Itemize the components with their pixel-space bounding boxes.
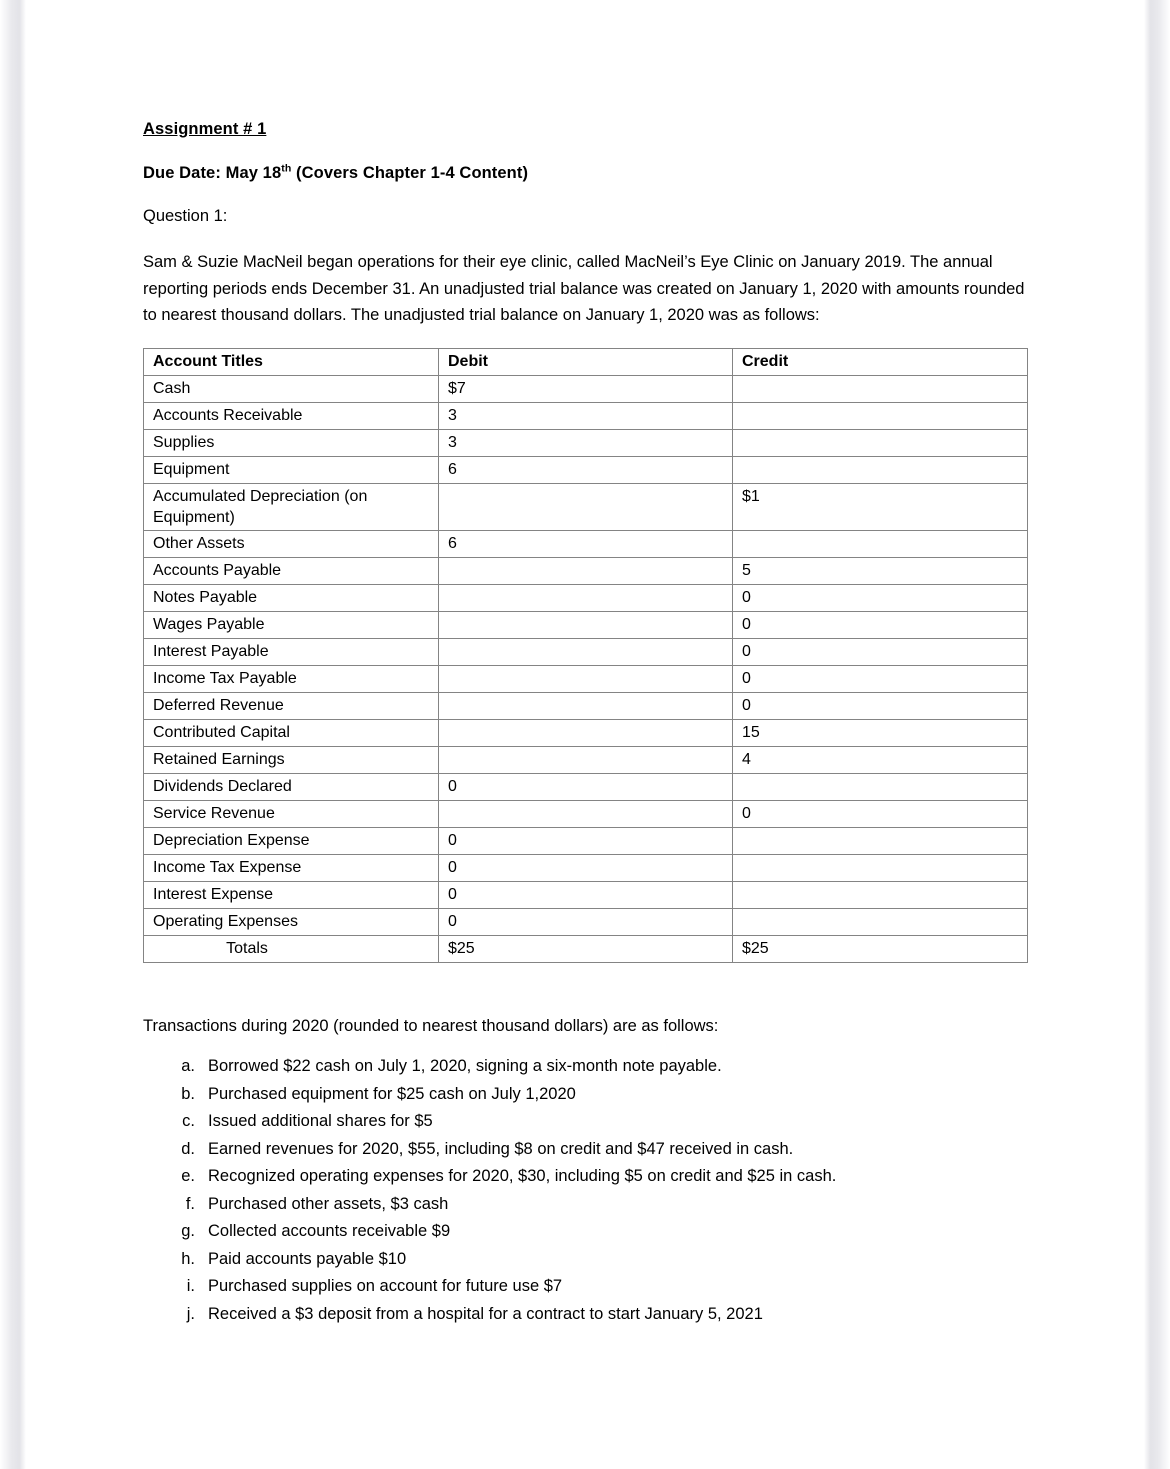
cell-credit: 0: [733, 585, 1028, 612]
list-item-marker: f.: [185, 1194, 195, 1213]
cell-account: Interest Payable: [144, 639, 439, 666]
cell-account: Retained Earnings: [144, 747, 439, 774]
list-item-text: Earned revenues for 2020, $55, including $8 on credit and $47 received in cash.: [208, 1139, 794, 1158]
cell-account: Other Assets: [144, 531, 439, 558]
list-item-text: Purchased equipment for $25 cash on July 1,2020: [208, 1084, 576, 1103]
page-right-edge: [1144, 0, 1170, 1469]
cell-credit: [733, 909, 1028, 936]
cell-debit: 6: [439, 457, 733, 484]
list-item: [143, 1136, 1033, 1163]
list-item-text: Collected accounts receivable $9: [208, 1222, 451, 1241]
totals-cell-account: Totals: [144, 936, 439, 963]
column-header-credit: Credit: [733, 349, 1028, 376]
cell-account: Equipment: [144, 457, 439, 484]
list-item: [143, 1218, 1033, 1245]
list-item-marker: g.: [181, 1222, 195, 1241]
table-row: [144, 639, 1028, 666]
table-totals-row: [144, 936, 1028, 963]
table-row: [144, 882, 1028, 909]
column-header-debit: Debit: [439, 349, 733, 376]
table-header-row: [144, 349, 1028, 376]
table-row: [144, 801, 1028, 828]
list-item-text: Issued additional shares for $5: [208, 1112, 433, 1131]
cell-debit: 0: [439, 855, 733, 882]
cell-credit: $1: [733, 484, 1028, 531]
transactions-list: [143, 1053, 1033, 1328]
table-row: [144, 666, 1028, 693]
document-content: [143, 120, 1033, 1328]
list-item-text: Received a $3 deposit from a hospital for a contract to start January 5, 2021: [208, 1304, 763, 1323]
cell-debit: 0: [439, 909, 733, 936]
table-row: [144, 720, 1028, 747]
cell-account: Notes Payable: [144, 585, 439, 612]
page-title: Assignment # 1: [143, 120, 267, 138]
cell-credit: 4: [733, 747, 1028, 774]
table-row: [144, 531, 1028, 558]
cell-debit: 3: [439, 403, 733, 430]
list-item-marker: h.: [181, 1249, 195, 1268]
cell-debit: [439, 801, 733, 828]
table-row: [144, 558, 1028, 585]
totals-cell-credit: $25: [733, 936, 1028, 963]
cell-credit: 0: [733, 612, 1028, 639]
cell-account: Supplies: [144, 430, 439, 457]
list-item: [143, 1053, 1033, 1080]
cell-account: Accounts Receivable: [144, 403, 439, 430]
table-row: [144, 693, 1028, 720]
cell-debit: [439, 558, 733, 585]
cell-account: Depreciation Expense: [144, 828, 439, 855]
due-date-ordinal-suffix: th: [281, 162, 292, 175]
cell-credit: [733, 828, 1028, 855]
list-item-marker: i.: [186, 1277, 195, 1296]
cell-credit: 0: [733, 666, 1028, 693]
cell-account: Income Tax Payable: [144, 666, 439, 693]
cell-debit: [439, 720, 733, 747]
cell-credit: [733, 376, 1028, 403]
cell-account: Service Revenue: [144, 801, 439, 828]
table-row: [144, 909, 1028, 936]
cell-credit: [733, 882, 1028, 909]
cell-debit: 0: [439, 774, 733, 801]
table-row: [144, 828, 1028, 855]
cell-credit: [733, 403, 1028, 430]
list-item-text: Purchased supplies on account for future use $7: [208, 1277, 563, 1296]
cell-account: Contributed Capital: [144, 720, 439, 747]
cell-account: Income Tax Expense: [144, 855, 439, 882]
table-row: [144, 457, 1028, 484]
due-date-line: [143, 164, 1033, 183]
table-row: [144, 484, 1028, 531]
due-date-prefix: Due Date: May 18: [143, 164, 282, 182]
table-row: [144, 585, 1028, 612]
list-item-marker: a.: [181, 1057, 195, 1076]
cell-debit: 0: [439, 882, 733, 909]
list-item: [143, 1163, 1033, 1190]
transactions-intro: Transactions during 2020 (rounded to nearest thousand dollars) are as follows:: [143, 1017, 719, 1036]
list-item-marker: b.: [181, 1084, 195, 1103]
cell-credit: 5: [733, 558, 1028, 585]
cell-credit: 15: [733, 720, 1028, 747]
table-row: [144, 430, 1028, 457]
table-row: [144, 855, 1028, 882]
cell-account: Cash: [144, 376, 439, 403]
list-item: [143, 1108, 1033, 1135]
cell-debit: [439, 693, 733, 720]
cell-account: Deferred Revenue: [144, 693, 439, 720]
cell-credit: [733, 774, 1028, 801]
cell-debit: [439, 666, 733, 693]
cell-credit: [733, 531, 1028, 558]
table-row: [144, 376, 1028, 403]
cell-credit: 0: [733, 693, 1028, 720]
cell-debit: $7: [439, 376, 733, 403]
table-row: [144, 403, 1028, 430]
cell-account: Operating Expenses: [144, 909, 439, 936]
trial-balance-table: [143, 348, 1028, 963]
table-row: [144, 612, 1028, 639]
cell-debit: [439, 612, 733, 639]
cell-debit: [439, 585, 733, 612]
list-item-marker: j.: [186, 1304, 195, 1323]
cell-debit: 0: [439, 828, 733, 855]
list-item-marker: d.: [181, 1139, 195, 1158]
table-row: [144, 774, 1028, 801]
cell-credit: 0: [733, 801, 1028, 828]
cell-account: Wages Payable: [144, 612, 439, 639]
cell-debit: [439, 747, 733, 774]
cell-account: Interest Expense: [144, 882, 439, 909]
cell-credit: 0: [733, 639, 1028, 666]
table-row: [144, 747, 1028, 774]
table-header: [144, 349, 1028, 376]
list-item-text: Paid accounts payable $10: [208, 1249, 407, 1268]
list-item-text: Recognized operating expenses for 2020, $30, including $5 on credit and $25 in cash.: [208, 1167, 837, 1186]
cell-credit: [733, 430, 1028, 457]
cell-debit: [439, 639, 733, 666]
cell-account: Dividends Declared: [144, 774, 439, 801]
list-item: [143, 1273, 1033, 1300]
list-item: [143, 1081, 1033, 1108]
list-item: [143, 1246, 1033, 1273]
list-item: [143, 1301, 1033, 1328]
cell-credit: [733, 457, 1028, 484]
table-body: [144, 376, 1028, 963]
list-item: [143, 1191, 1033, 1218]
list-item-text: Borrowed $22 cash on July 1, 2020, signing a six-month note payable.: [208, 1057, 722, 1076]
question-label: Question 1:: [143, 207, 228, 225]
cell-account: Accumulated Depreciation (on Equipment): [144, 484, 439, 531]
due-date-suffix: (Covers Chapter 1-4 Content): [291, 164, 529, 182]
cell-debit: 6: [439, 531, 733, 558]
page-left-edge: [0, 0, 26, 1469]
list-item-text: Purchased other assets, $3 cash: [208, 1194, 449, 1213]
list-item-marker: c.: [182, 1112, 195, 1131]
totals-cell-debit: $25: [439, 936, 733, 963]
cell-debit: 3: [439, 430, 733, 457]
list-item-marker: e.: [181, 1167, 195, 1186]
column-header-account-titles: Account Titles: [144, 349, 439, 376]
cell-debit: [439, 484, 733, 531]
cell-credit: [733, 855, 1028, 882]
cell-account: Accounts Payable: [144, 558, 439, 585]
intro-paragraph: Sam & Suzie MacNeil began operations for their eye clinic, called MacNeil’s Eye Clinic on January 2019. The annual reporting periods ends December 31. An unadjusted trial balance was created on January 1, 2020 with amounts rounded to nearest thousand dollars. The unadjusted trial balance on January 1, 2020 was as follows:: [143, 253, 1025, 325]
